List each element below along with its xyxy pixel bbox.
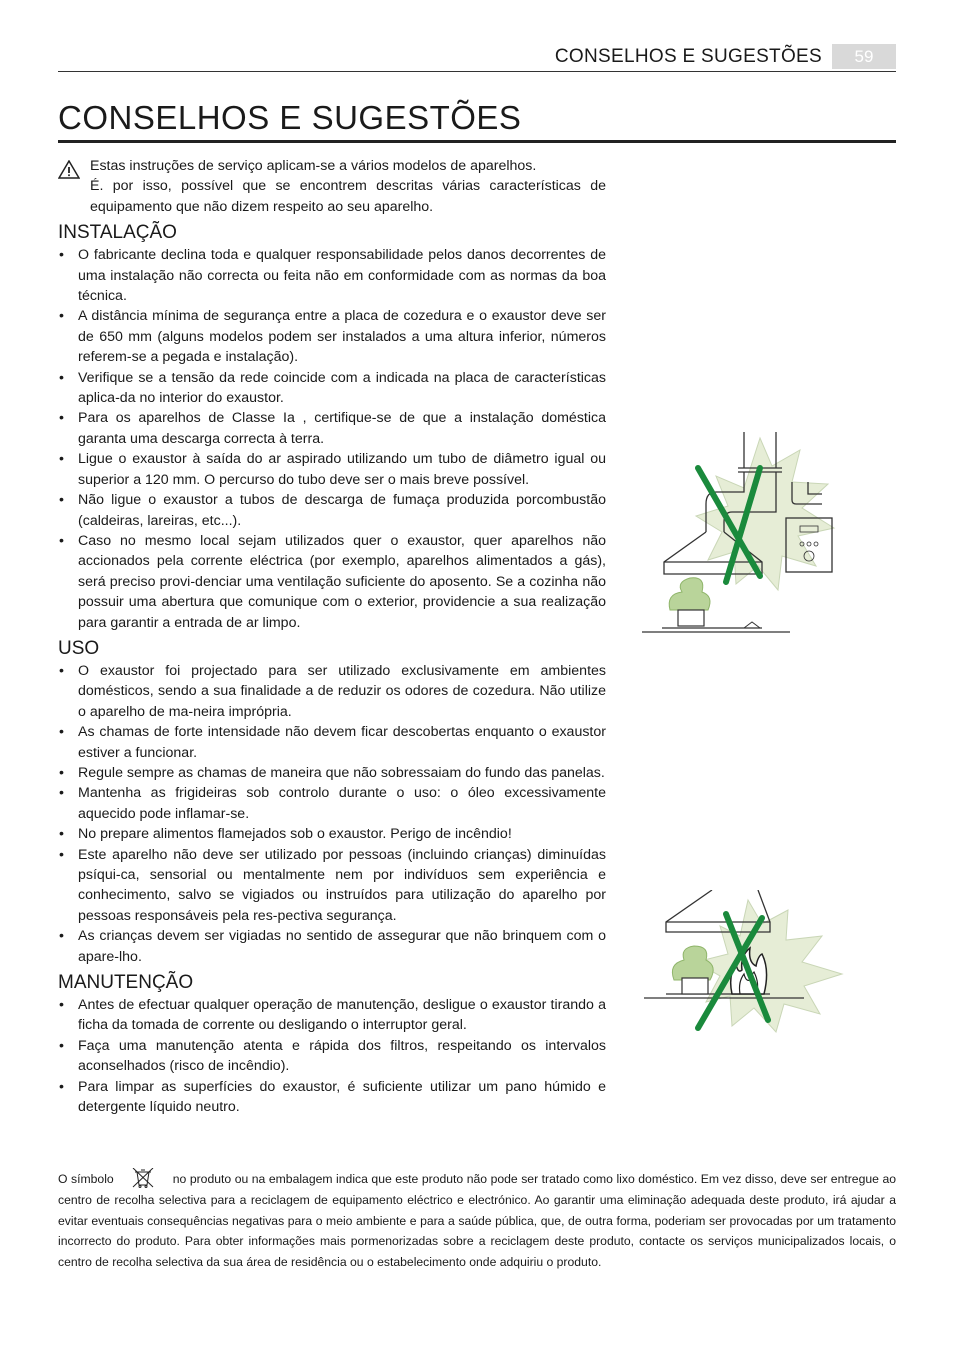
main-column (58, 156, 606, 1117)
list-item: • Para os aparelhos de Classe Ia , certifique-se de que a instalação doméstica garanta uma descarga correcta à terra. (58, 408, 606, 449)
list-item: • O exaustor foi projectado para ser utilizado exclusivamente em ambientes domésticos, sendo a sua finalidade a de reduzir os odores de cozedura. Não utilize o aparelho de ma-neira imprópria. (58, 661, 606, 722)
list-item: • Ligue o exaustor à saída do ar aspirado utilizando um tubo de diâmetro igual ou superior a 120 mm. O percurso do tubo deve ser o mais breve possível. (58, 449, 606, 490)
list-item: • Verifique se a tensão da rede coincide com a indicada na placa de características aplica-da no interior do exaustor. (58, 368, 606, 409)
list-manutencao (58, 995, 606, 1117)
section-heading-instalacao: INSTALAÇÃO (58, 222, 177, 244)
page-header (58, 44, 896, 72)
disposal-note (58, 1168, 896, 1273)
list-item: • A distância mínima de segurança entre a placa de cozedura e o exaustor deve ser de 650 mm (alguns modelos podem ser instalados a uma altura inferior, números referem-se a pegada e instalação). (58, 306, 606, 367)
page-number: 59 (832, 44, 896, 69)
list-item: • O fabricante declina toda e qualquer responsabilidade pelos danos decorrentes de uma instalação não correcta ou feita não em conformidade com as normas da boa técnica. (58, 245, 606, 306)
illustration-no-shared-flue (632, 432, 842, 638)
list-instalacao (58, 245, 606, 633)
illustration-no-open-flame (636, 890, 846, 1038)
warning-triangle-icon (58, 160, 80, 179)
list-item: • Antes de efectuar qualquer operação de manutenção, desligue o exaustor tirando a ficha da tomada de corrente ou desligando o interruptor geral. (58, 995, 606, 1036)
section-heading-manutencao: MANUTENÇÃO (58, 972, 194, 994)
list-item: • Para limpar as superfícies do exaustor, é suficiente utilizar um pano húmido e detergente líquido neutro. (58, 1077, 606, 1118)
warning-line-2: É. por isso, possível que se encontrem descritas várias características de equipamento que não dizem respeito ao seu aparelho. (90, 178, 606, 215)
list-item: • As chamas de forte intensidade não devem ficar descobertas enquanto o exaustor estiver a funcionar. (58, 722, 606, 763)
section-heading-uso: USO (58, 637, 100, 659)
warning-note (58, 156, 606, 217)
list-item: • Regule sempre as chamas de maneira que não sobressaiam do fundo das panelas. (58, 763, 606, 783)
list-item: • As crianças devem ser vigiadas no sentido de assegurar que não brinquem com o apare-lho. (58, 926, 606, 967)
running-title: CONSELHOS E SUGESTÕES (554, 46, 822, 67)
list-item: • Este aparelho não deve ser utilizado por pessoas (incluindo crianças) diminuídas psíqui-ca, sensorial ou mentalmente nem por indivíduos sem experiência e conhecimento, salvo se vigiados ou instruídos para utilização do aparelho por pessoas responsáveis pela res-pectiva segurança. (58, 845, 606, 927)
crossed-bin-icon (117, 1168, 169, 1188)
warning-line-1: Estas instruções de serviço aplicam-se a vários modelos de aparelhos. (90, 158, 537, 174)
page-title: CONSELHOS E SUGESTÕES (58, 96, 896, 143)
list-item: • Mantenha as frigideiras sob controlo durante o uso: o óleo excessivamente aquecido pode inflamar-se. (58, 783, 606, 824)
disposal-text-after: no produto ou na embalagem indica que este produto não pode ser tratado como lixo doméstico. Em vez disso, deve ser entregue ao centro de recolha selectiva para a reciclagem de equipamento eléctrico e electrónico. Ao garantir uma eliminação adequada deste produto, irá ajudar a evitar eventuais consequências negativas para o meio ambiente e para a saúde pública, que, de outra forma, poderiam ser provocadas por um tratamento incorrecto do produto. Para obter informações mais pormenorizadas sobre a reciclagem deste produto, contacte os serviços municipalizados locais, o centro de recolha selectiva da sua área de residência ou o estabelecimento onde adquiriu o produto. (58, 1172, 896, 1270)
list-item: • Caso no mesmo local sejam utilizados quer o exaustor, quer aparelhos não accionados pela corrente eléctrica (por exemplo, aparelhos alimentados a gás), será preciso provi-denciar uma ventilação suficiente do aposento. Se a cozinha não possuir uma abertura que comunique com o exterior, providencie a sua realização para garantir a entrada de ar limpo. (58, 531, 606, 633)
list-uso (58, 661, 606, 967)
list-item: • Não ligue o exaustor a tubos de descarga de fumaça produzida porcombustão (caldeiras, lareiras, etc...). (58, 490, 606, 531)
list-item: • Faça uma manutenção atenta e rápida dos filtros, respeitando os intervalos aconselhados (risco de incêndio). (58, 1036, 606, 1077)
warning-burst (696, 438, 834, 590)
disposal-text-before: O símbolo (58, 1172, 114, 1186)
list-item: • No prepare alimentos flamejados sob o exaustor. Perigo de incêndio! (58, 824, 606, 844)
